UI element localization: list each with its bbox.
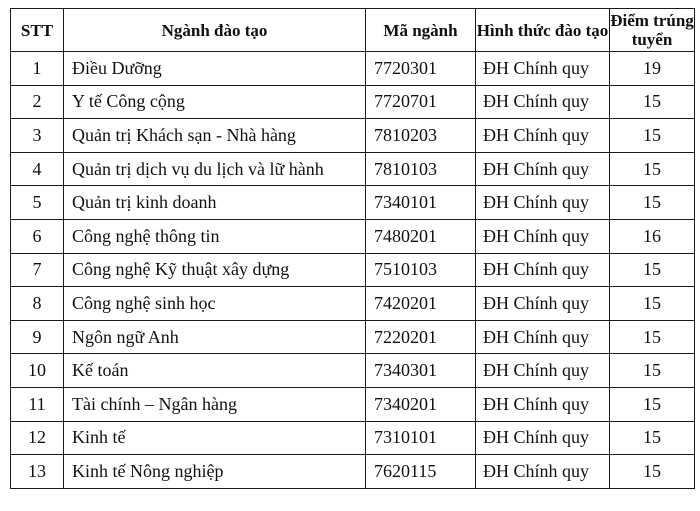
cell-code: 7220201 [366,320,476,354]
cell-form: ĐH Chính quy [476,287,610,321]
table-row [11,253,695,287]
cell-stt: 6 [11,219,64,253]
header-score: Điểm trúng tuyển [610,9,695,52]
cell-major: Tài chính – Ngân hàng [64,387,366,421]
table-row [11,119,695,153]
table-header [11,9,695,52]
cell-stt: 11 [11,387,64,421]
cell-code: 7480201 [366,219,476,253]
cell-score: 19 [610,52,695,86]
table-row [11,421,695,455]
cell-score: 15 [610,253,695,287]
table-row [11,455,695,489]
cell-score: 15 [610,119,695,153]
table-row [11,186,695,220]
cell-major: Kế toán [64,354,366,388]
cell-form: ĐH Chính quy [476,421,610,455]
cell-major: Quản trị dịch vụ du lịch và lữ hành [64,152,366,186]
table-row [11,287,695,321]
cell-score: 15 [610,320,695,354]
cell-stt: 7 [11,253,64,287]
cell-stt: 4 [11,152,64,186]
cell-stt: 5 [11,186,64,220]
cell-form: ĐH Chính quy [476,320,610,354]
admission-scores-table [10,8,695,489]
cell-form: ĐH Chính quy [476,354,610,388]
cell-form: ĐH Chính quy [476,387,610,421]
cell-form: ĐH Chính quy [476,52,610,86]
cell-major: Ngôn ngữ Anh [64,320,366,354]
table-row [11,85,695,119]
header-code: Mã ngành [366,9,476,52]
cell-stt: 8 [11,287,64,321]
cell-code: 7310101 [366,421,476,455]
table-row [11,219,695,253]
cell-code: 7340201 [366,387,476,421]
table-row [11,354,695,388]
cell-stt: 10 [11,354,64,388]
cell-major: Kinh tế [64,421,366,455]
header-form: Hình thức đào tạo [476,9,610,52]
cell-score: 15 [610,186,695,220]
cell-form: ĐH Chính quy [476,85,610,119]
cell-code: 7720301 [366,52,476,86]
cell-code: 7510103 [366,253,476,287]
cell-stt: 9 [11,320,64,354]
cell-stt: 1 [11,52,64,86]
cell-code: 7620115 [366,455,476,489]
header-major: Ngành đào tạo [64,9,366,52]
cell-code: 7810103 [366,152,476,186]
cell-major: Kinh tế Nông nghiệp [64,455,366,489]
cell-score: 15 [610,455,695,489]
header-stt: STT [11,9,64,52]
cell-form: ĐH Chính quy [476,219,610,253]
cell-major: Quản trị kinh doanh [64,186,366,220]
table-row [11,52,695,86]
cell-major: Quản trị Khách sạn - Nhà hàng [64,119,366,153]
cell-major: Y tế Công cộng [64,85,366,119]
cell-score: 15 [610,85,695,119]
cell-stt: 13 [11,455,64,489]
cell-form: ĐH Chính quy [476,186,610,220]
cell-code: 7420201 [366,287,476,321]
cell-major: Công nghệ sinh học [64,287,366,321]
cell-stt: 3 [11,119,64,153]
cell-score: 15 [610,354,695,388]
cell-form: ĐH Chính quy [476,119,610,153]
cell-major: Công nghệ Kỹ thuật xây dựng [64,253,366,287]
cell-score: 15 [610,287,695,321]
cell-score: 16 [610,219,695,253]
cell-major: Công nghệ thông tin [64,219,366,253]
cell-stt: 2 [11,85,64,119]
cell-major: Điều Dưỡng [64,52,366,86]
cell-score: 15 [610,387,695,421]
admission-scores-document [10,8,694,489]
table-row [11,320,695,354]
cell-form: ĐH Chính quy [476,455,610,489]
cell-score: 15 [610,421,695,455]
header-row [11,9,695,52]
cell-form: ĐH Chính quy [476,152,610,186]
table-row [11,387,695,421]
table-row [11,152,695,186]
cell-code: 7720701 [366,85,476,119]
cell-form: ĐH Chính quy [476,253,610,287]
cell-stt: 12 [11,421,64,455]
cell-code: 7340301 [366,354,476,388]
cell-code: 7340101 [366,186,476,220]
cell-score: 15 [610,152,695,186]
table-body [11,52,695,489]
cell-code: 7810203 [366,119,476,153]
